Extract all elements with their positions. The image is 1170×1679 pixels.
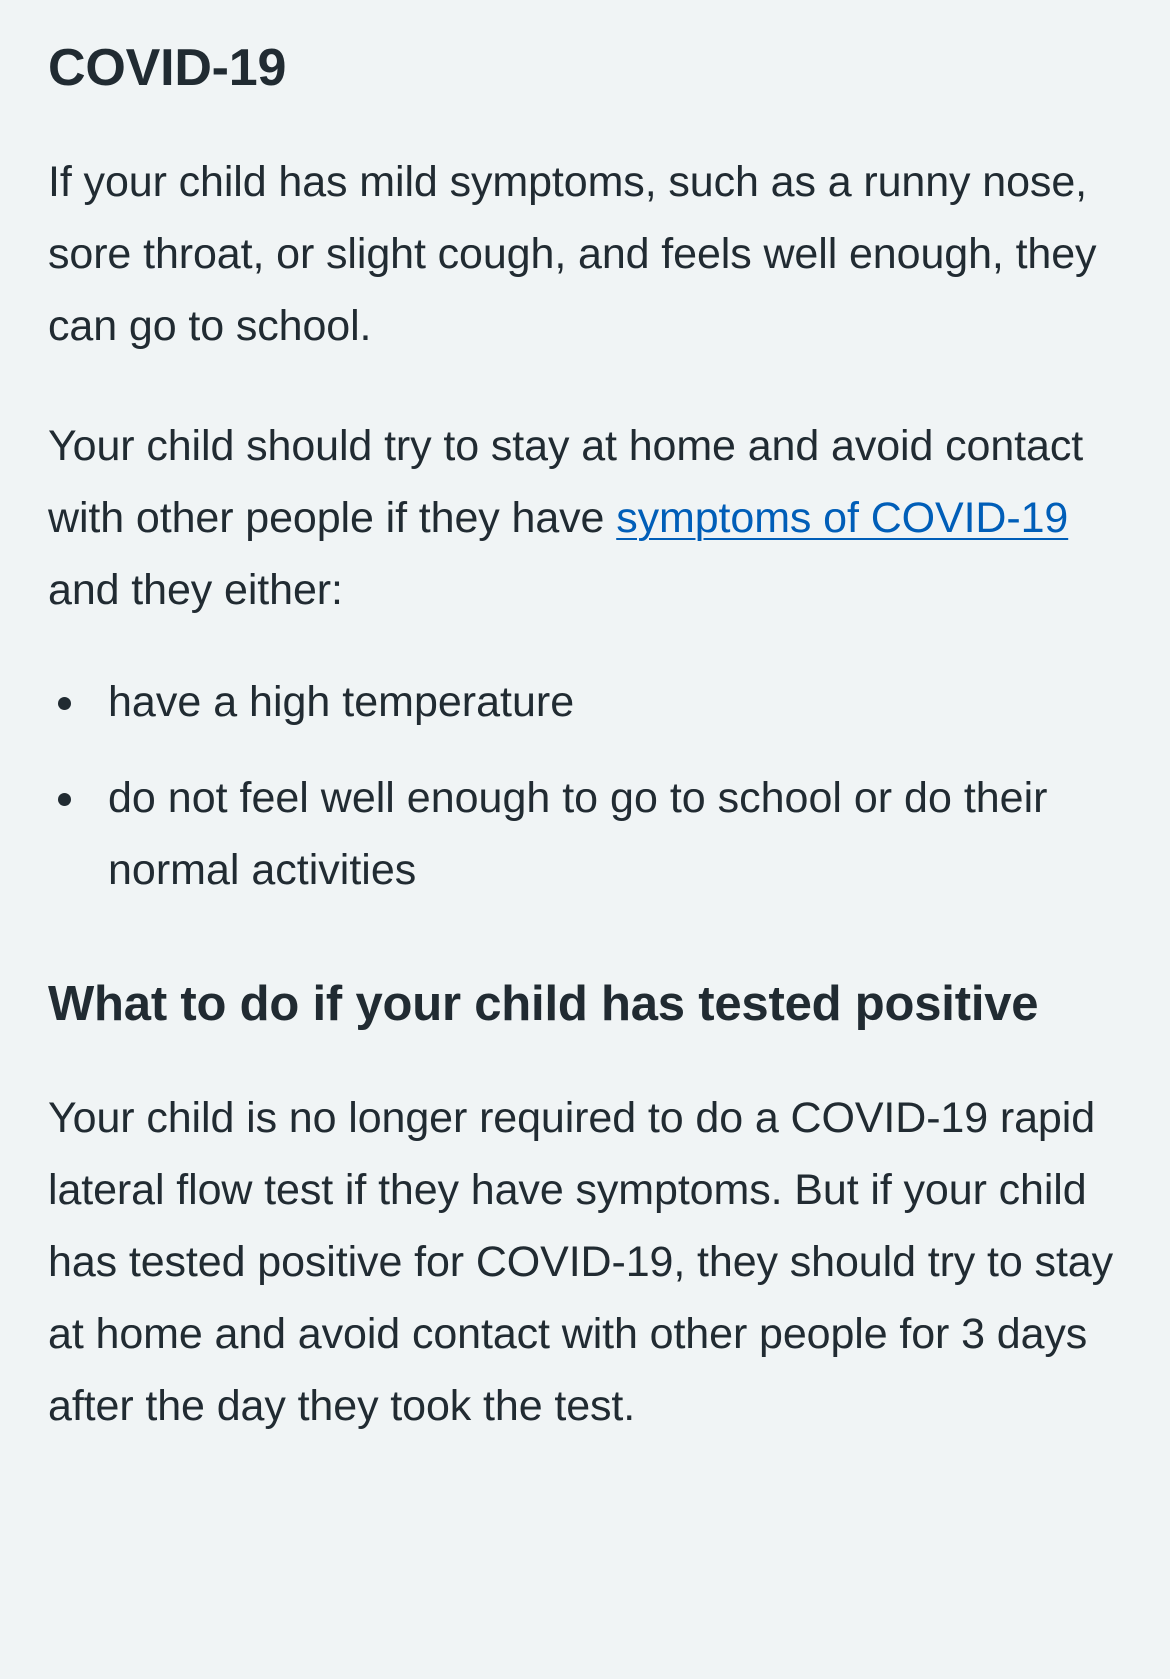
- mild-symptoms-paragraph: If your child has mild symptoms, such as a runny nose, sore throat, or slight cough, and feels well enough, they can go to school.: [48, 158, 1097, 350]
- stay-home-text: Your child should try to stay at home and avoid contact with other people if they have: [48, 422, 1084, 542]
- bullet-icon: [58, 697, 71, 710]
- list-item-text: do not feel well enough to go to school or do their normal activities: [108, 774, 1048, 894]
- tested-positive-paragraph: Your child is no longer required to do a COVID-19 rapid lateral flow test if they have symptoms. But if your child has tested positive for COVID-19, they should try to stay at home and avoid contact with other people for 3 days after the day they took the test.: [48, 1094, 1114, 1430]
- stay-home-text-end: and they either:: [48, 566, 343, 614]
- stay-home-paragraph: [48, 410, 1122, 626]
- bullet-icon: [58, 793, 71, 806]
- section-heading: COVID-19: [48, 39, 287, 97]
- symptoms-of-covid-19-link[interactable]: symptoms of COVID-19: [616, 494, 1069, 542]
- list-item: [48, 666, 1122, 738]
- list-item: [48, 762, 1122, 906]
- tested-positive-heading: What to do if your child has tested positive: [48, 977, 1039, 1031]
- list-item-text: have a high temperature: [108, 678, 575, 726]
- conditions-list: [48, 666, 1122, 906]
